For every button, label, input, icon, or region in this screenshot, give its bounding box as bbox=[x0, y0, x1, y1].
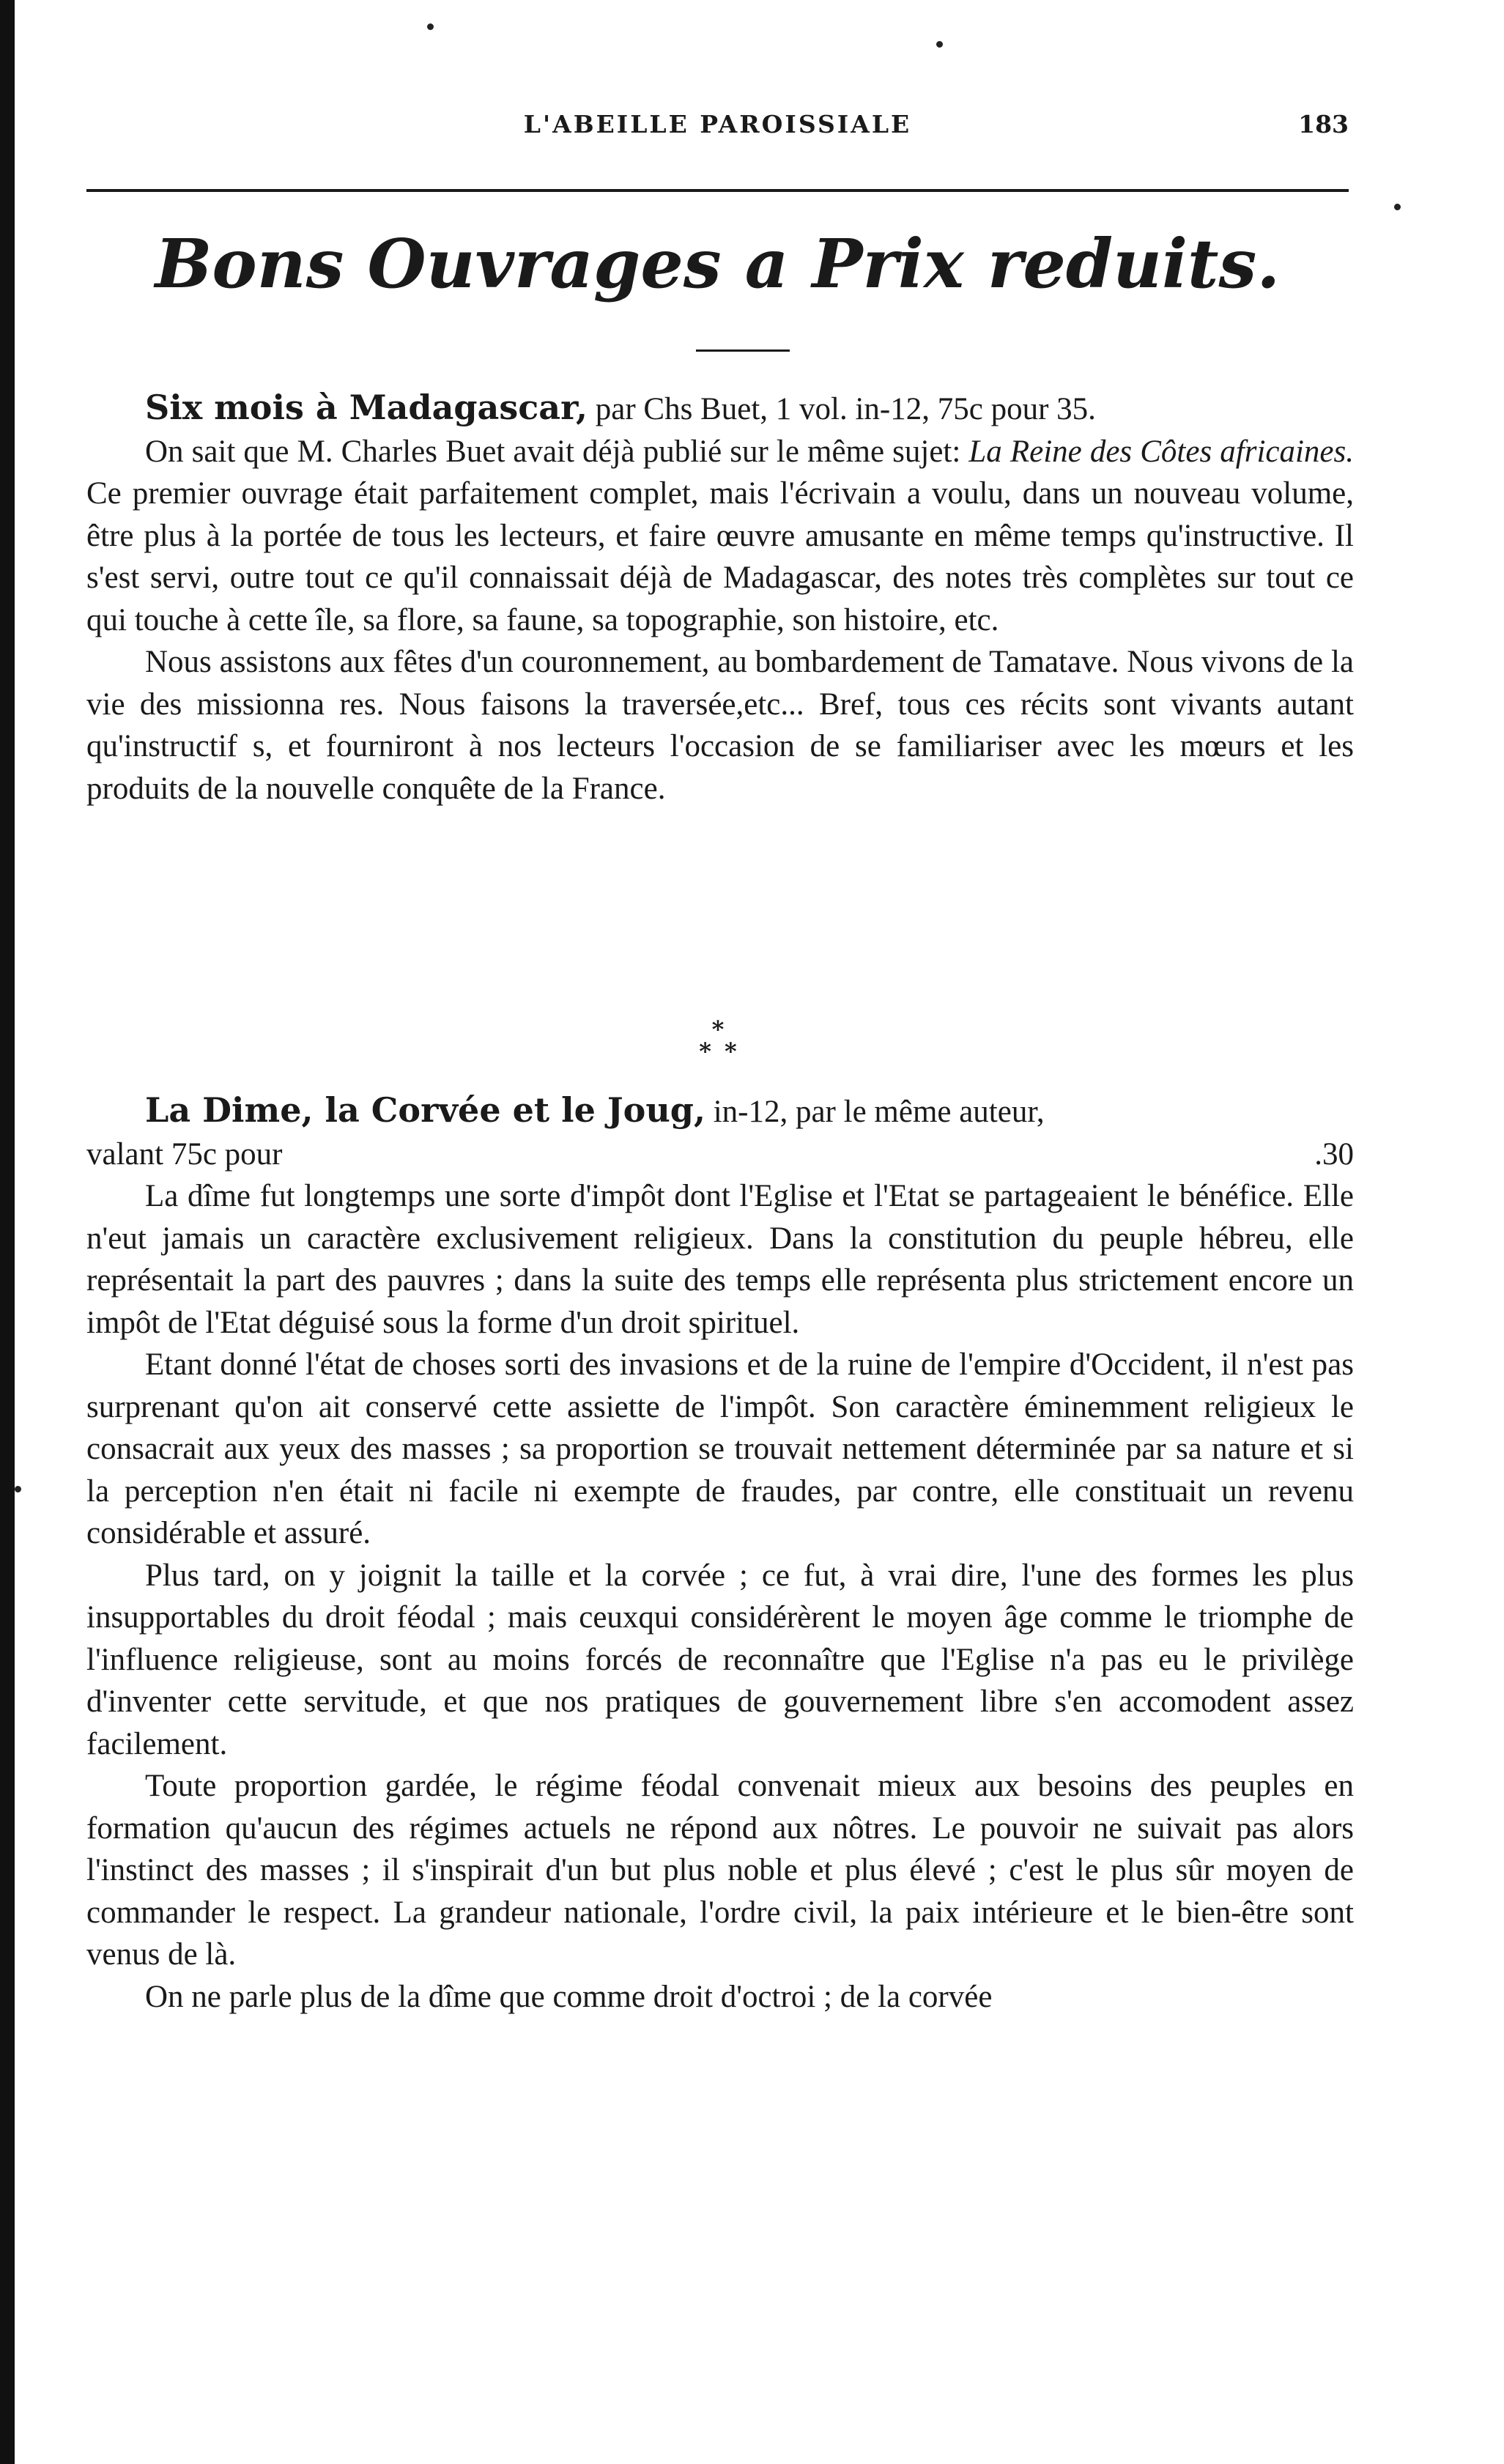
paragraph: Nous assistons aux fêtes d'un couronnement, au bombardement de Tamatave. Nous vivons de la vie des missionna res. Nous faisons la traversée,etc... Bref, tous ces récits sont vivants autant qu'instructif s, et fourniront à nos lecteurs l'occasion de se familiariser avec les mœurs et les produits de la nouvelle conquête de la France. bbox=[86, 645, 1354, 806]
scan-speck bbox=[936, 41, 943, 48]
paragraph bbox=[86, 431, 1354, 642]
running-title: L'ABEILLE PAROISSIALE bbox=[523, 110, 912, 138]
book-details: in-12, par le même auteur, bbox=[705, 1095, 1045, 1129]
asterism-stars: ** bbox=[699, 1037, 750, 1065]
book-title: Six mois à Madagascar, bbox=[145, 388, 588, 427]
paragraph: Toute proportion gardée, le régime féodal convenait mieux aux besoins des peuples en formation qu'aucun des régimes actuels ne répond aux nôtres. Le pouvoir ne suivait pas alors l'instinct des masses ; il s'inspirait d'un but plus noble et plus élevé ; c'est le plus sûr moyen de commander le respect. La grandeur nationale, l'ordre civil, la paix intérieure et le bien-être sont venus de là. bbox=[86, 1769, 1354, 1972]
paragraph-text: Ce premier ouvrage était parfaitement complet, mais l'écrivain a voulu, dans un nouveau volume, être plus à la portée de tous les lecteurs, et faire œuvre amusante en même temps qu'instructive. Il s'est servi, outre tout ce qu'il connaissait déjà de Madagascar, des notes très complètes sur tout ce qui touche à cette île, sa flore, sa faune, sa topographie, son histoire, etc. bbox=[86, 476, 1354, 637]
book-entry-heading bbox=[86, 387, 1354, 431]
scan-page-edge bbox=[0, 0, 15, 2464]
price-line bbox=[86, 1133, 1354, 1176]
header-rule bbox=[86, 189, 1349, 192]
book-details: par Chs Buet, 1 vol. in-12, 75c pour 35. bbox=[587, 392, 1096, 426]
scan-speck bbox=[427, 23, 434, 30]
book-entry-dime bbox=[86, 1089, 1354, 2018]
book-entry-heading bbox=[86, 1089, 1354, 1133]
price-value: .30 bbox=[1314, 1136, 1354, 1172]
scan-speck bbox=[1394, 204, 1401, 210]
page-title: Bons Ouvrages a Prix reduits. bbox=[155, 224, 1281, 303]
paragraph: Plus tard, on y joignit la taille et la corvée ; ce fut, à vrai dire, l'une des formes les plus insupportables du droit féodal ; mais ceuxqui considérèrent le moyen âge comme le triomphe de l'influence religieuse, sont au moins forcés de reconnaître que l'Eglise n'a pas eu le privilège d'inventer cette servitude, et que nos pratiques de gouvernement libre s'en accomodent assez facilement. bbox=[86, 1558, 1354, 1761]
asterism-separator bbox=[681, 1015, 755, 1077]
paragraph: La dîme fut longtemps une sorte d'impôt dont l'Eglise et l'Etat se partageaient le bénéfice. Elle n'eut jamais un caractère exclusivement religieux. Dans la constitution du peuple hébreu, elle représentait la part des pauvres ; dans la suite des temps elle représenta plus strictement encore un impôt de l'Etat déguisé sous la forme d'un droit spirituel. bbox=[86, 1179, 1354, 1340]
book-entry-madagascar bbox=[86, 387, 1354, 810]
page-header bbox=[86, 110, 1349, 154]
paragraph: Etant donné l'état de choses sorti des invasions et de la ruine de l'empire d'Occident, il n'est pas surprenant qu'on ait conservé cette assiette de l'impôt. Son caractère éminemment religieux le consacrait aux yeux des masses ; sa proportion se trouvait nettement déterminée par sa nature et si la perception n'en était ni facile ni exempte de fraudes, par contre, elle constituait un revenu considérable et assuré. bbox=[86, 1347, 1354, 1550]
paragraph-text: On sait que M. Charles Buet avait déjà publié sur le même sujet: bbox=[145, 434, 969, 469]
price-label: valant 75c pour bbox=[86, 1136, 283, 1172]
page-number: 183 bbox=[1298, 110, 1349, 138]
title-divider bbox=[696, 349, 790, 352]
scan-speck bbox=[15, 1486, 21, 1492]
book-title: La Dime, la Corvée et le Joug, bbox=[145, 1090, 705, 1130]
book-reference: La Reine des Côtes africaines. bbox=[968, 434, 1354, 469]
paragraph: On ne parle plus de la dîme que comme droit d'octroi ; de la corvée bbox=[145, 1979, 993, 2014]
asterism-star: * bbox=[711, 1015, 725, 1043]
